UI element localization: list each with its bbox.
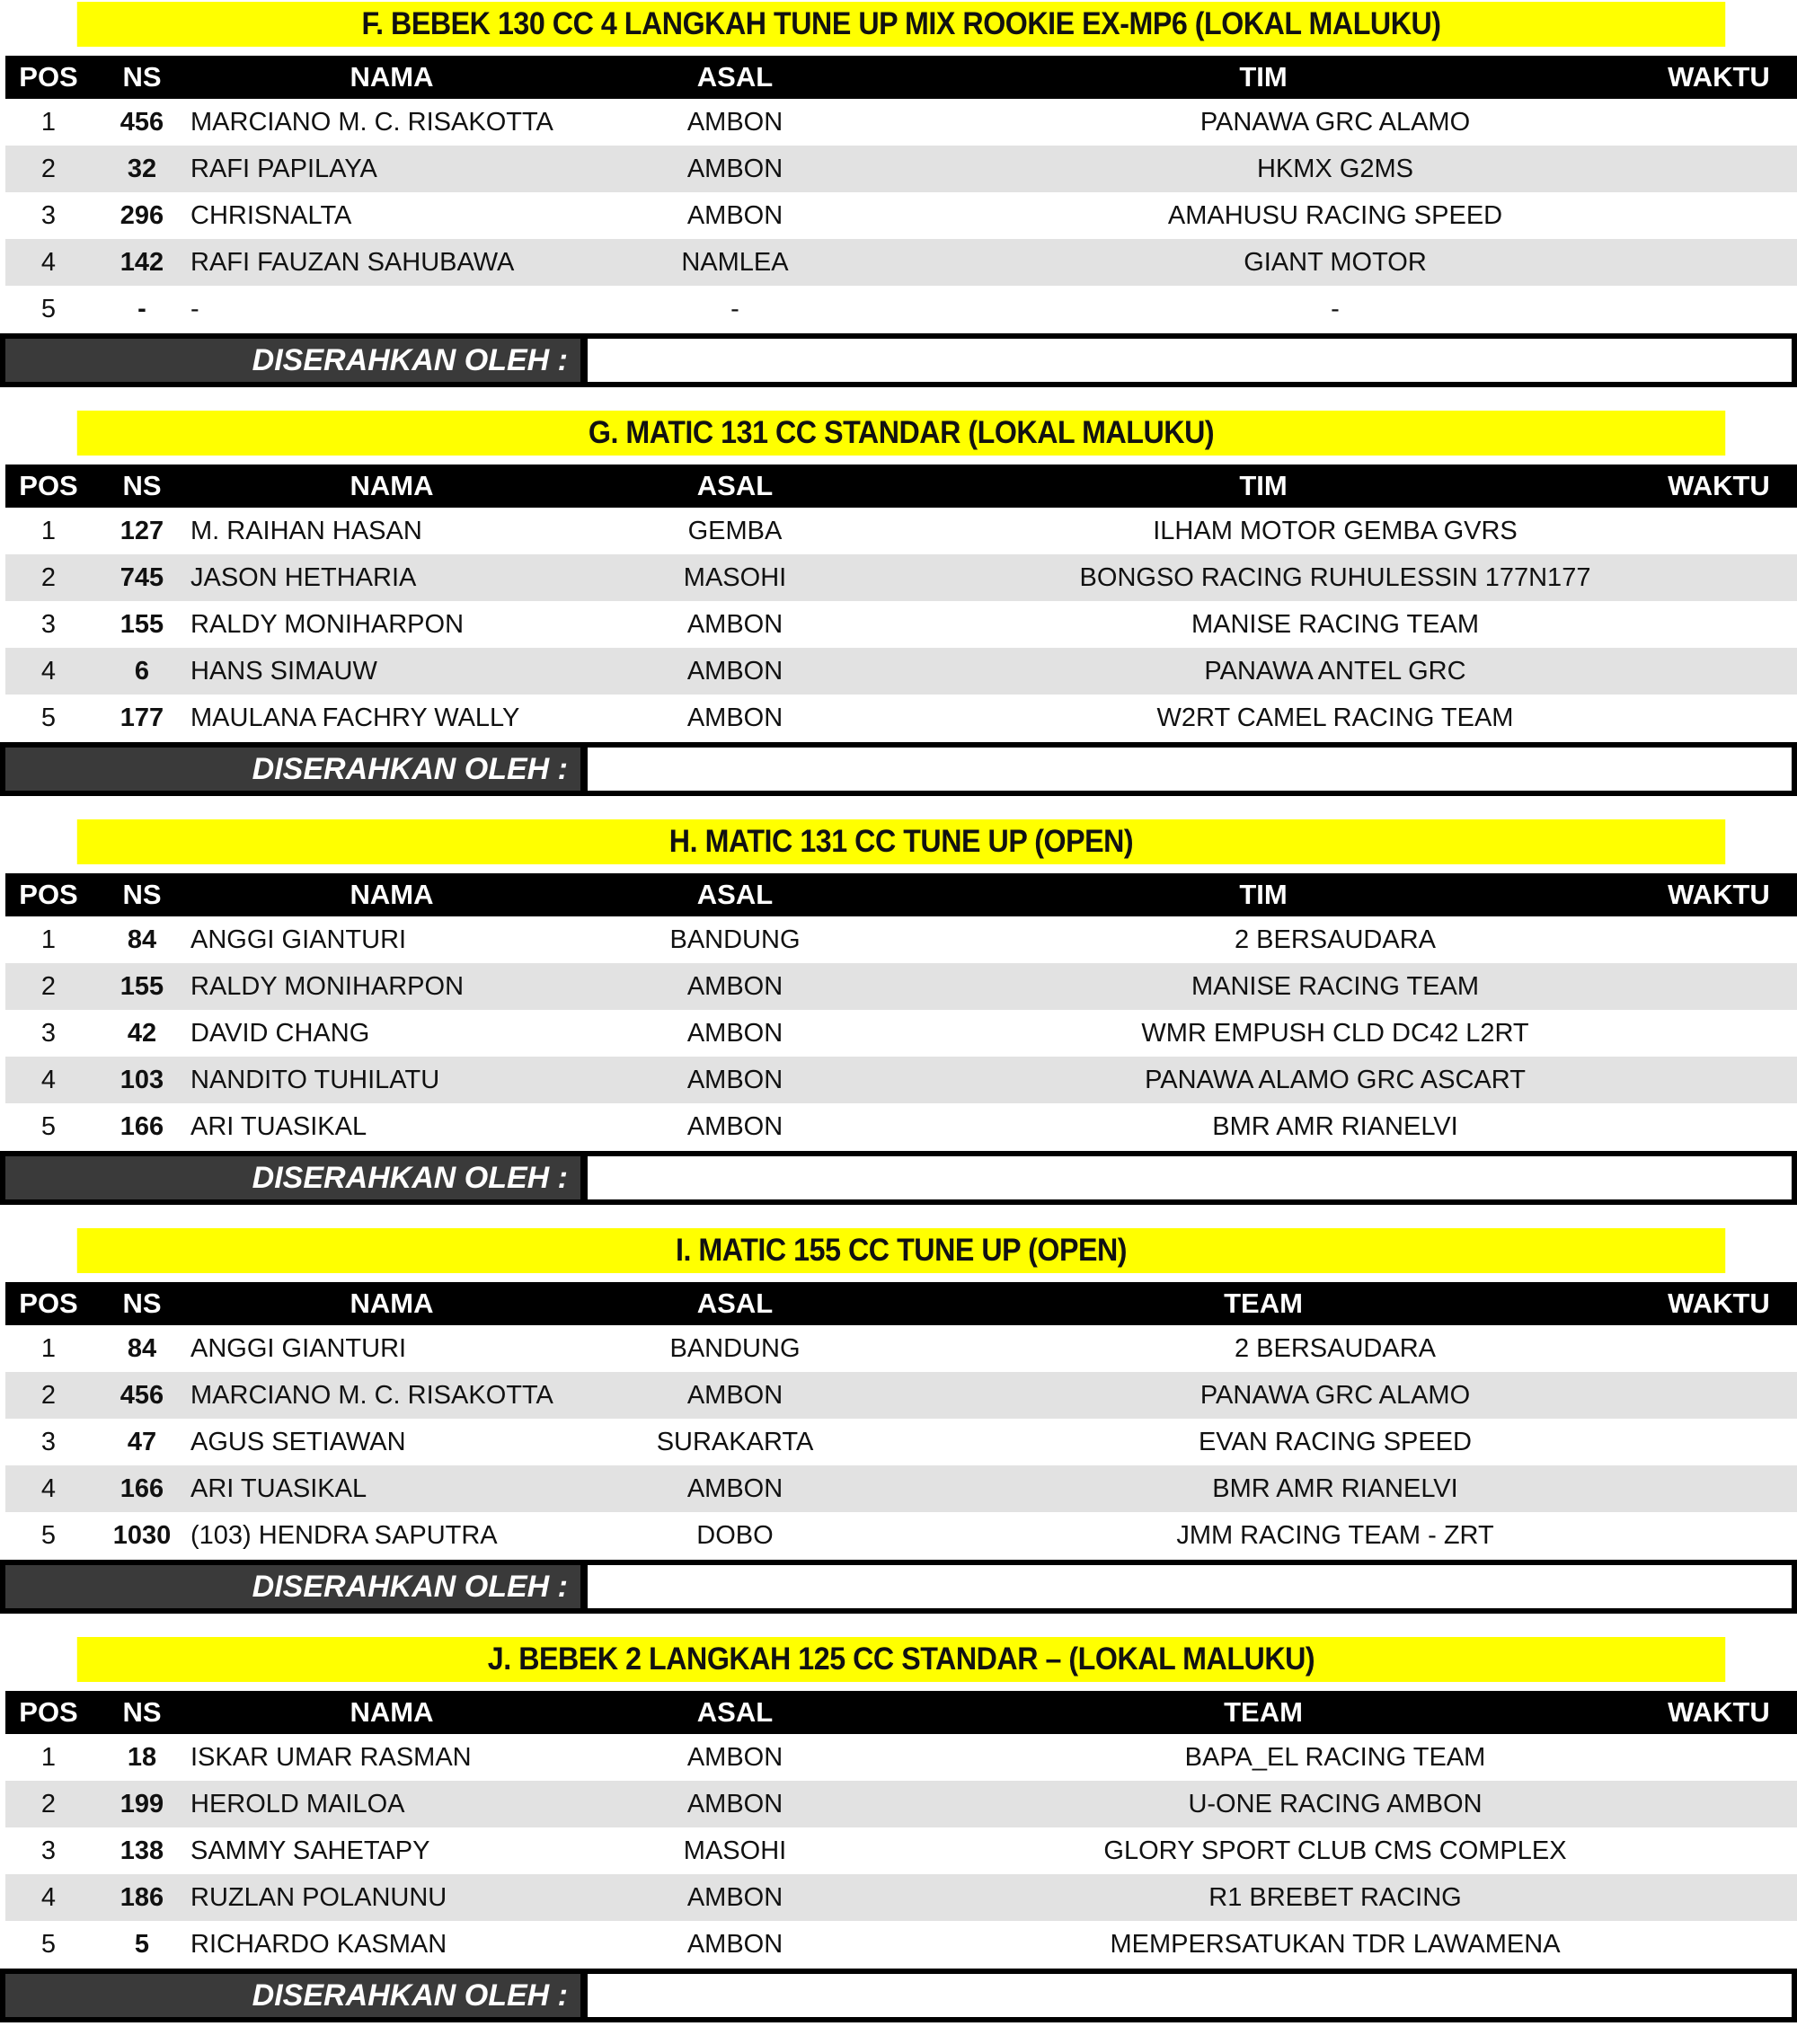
start-number-cell: 199: [120, 1790, 164, 1818]
header-pos: POS: [19, 1696, 78, 1728]
team-cell: AMAHUSU RACING SPEED: [1167, 201, 1503, 230]
start-number-cell: 127: [120, 517, 164, 545]
results-rows: [5, 1734, 1797, 1968]
table-row: [5, 1465, 1797, 1512]
table-row: [5, 1325, 1797, 1372]
table-header: [5, 1282, 1797, 1325]
table-row: [5, 648, 1797, 695]
header-pos: POS: [19, 470, 78, 501]
race-class-section: [0, 409, 1797, 818]
header-nama: NAMA: [350, 61, 434, 93]
table-row: [5, 1921, 1797, 1968]
header-pos: POS: [19, 879, 78, 910]
rider-name-cell: MARCIANO M. C. RISAKOTTA: [190, 108, 553, 137]
header-asal: ASAL: [696, 1696, 774, 1728]
origin-cell: NAMLEA: [681, 248, 789, 277]
position-cell: 4: [40, 1474, 57, 1503]
team-cell: MANISE RACING TEAM: [1191, 972, 1480, 1001]
team-cell: W2RT CAMEL RACING TEAM: [1156, 703, 1514, 732]
header-ns: NS: [122, 879, 162, 910]
team-cell: PANAWA ANTEL GRC: [1204, 657, 1466, 686]
team-cell: ILHAM MOTOR GEMBA GVRS: [1153, 517, 1518, 545]
header-waktu: WAKTU: [1668, 1696, 1770, 1728]
header-tim: TIM: [1239, 879, 1288, 910]
origin-cell: BANDUNG: [669, 925, 801, 954]
rider-name-cell: ISKAR UMAR RASMAN: [190, 1743, 472, 1772]
origin-cell: SURAKARTA: [656, 1428, 814, 1456]
origin-cell: AMBON: [686, 1066, 783, 1094]
start-number-cell: 155: [120, 610, 164, 639]
origin-cell: GEMBA: [687, 517, 783, 545]
table-row: [5, 1781, 1797, 1827]
rider-name-cell: NANDITO TUHILATU: [190, 1066, 440, 1094]
rider-name-cell: RICHARDO KASMAN: [190, 1930, 447, 1959]
header-asal: ASAL: [696, 879, 774, 910]
race-class-section: [0, 1226, 1797, 1635]
submitted-by-field[interactable]: [588, 1974, 1792, 2017]
start-number-cell: 456: [120, 1381, 164, 1410]
team-cell: 2 BERSAUDARA: [1234, 1334, 1436, 1363]
table-row: [5, 916, 1797, 963]
header-tim: TEAM: [1224, 1287, 1303, 1319]
team-cell: 2 BERSAUDARA: [1234, 925, 1436, 954]
position-cell: 2: [40, 155, 57, 183]
rider-name-cell: AGUS SETIAWAN: [190, 1428, 406, 1456]
header-nama: NAMA: [350, 879, 434, 910]
position-cell: 3: [40, 1428, 57, 1456]
start-number-cell: 296: [120, 201, 164, 230]
team-cell: PANAWA ALAMO GRC ASCART: [1145, 1066, 1526, 1094]
header-ns: NS: [122, 470, 162, 501]
table-row: [5, 554, 1797, 601]
origin-cell: AMBON: [686, 201, 783, 230]
table-row: [5, 1010, 1797, 1057]
origin-cell: MASOHI: [683, 563, 787, 592]
origin-cell: AMBON: [686, 1381, 783, 1410]
position-cell: 3: [40, 201, 57, 230]
start-number-cell: 186: [120, 1883, 164, 1912]
origin-cell: DOBO: [696, 1521, 774, 1550]
submitted-by-bar: [0, 333, 1797, 387]
team-cell: PANAWA GRC ALAMO: [1199, 1381, 1471, 1410]
class-title: G. MATIC 131 CC STANDAR (LOKAL MALUKU): [77, 411, 1725, 456]
table-row: [5, 1372, 1797, 1419]
table-row: [5, 963, 1797, 1010]
position-cell: 3: [40, 1019, 57, 1048]
start-number-cell: 155: [120, 972, 164, 1001]
race-class-section: [0, 818, 1797, 1226]
origin-cell: AMBON: [686, 703, 783, 732]
team-cell: U-ONE RACING AMBON: [1188, 1790, 1483, 1818]
submitted-by-label: DISERAHKAN OLEH :: [5, 1156, 580, 1199]
submitted-by-field[interactable]: [588, 339, 1792, 382]
team-cell: BAPA_EL RACING TEAM: [1184, 1743, 1486, 1772]
header-pos: POS: [19, 61, 78, 93]
position-cell: 1: [40, 1743, 57, 1772]
rider-name-cell: DAVID CHANG: [190, 1019, 370, 1048]
rider-name-cell: HEROLD MAILOA: [190, 1790, 405, 1818]
table-row: [5, 192, 1797, 239]
submitted-by-bar: [0, 742, 1797, 796]
start-number-cell: 103: [120, 1066, 164, 1094]
origin-cell: MASOHI: [683, 1836, 787, 1865]
origin-cell: AMBON: [686, 610, 783, 639]
start-number-cell: 166: [120, 1112, 164, 1141]
table-row: [5, 146, 1797, 192]
header-waktu: WAKTU: [1668, 470, 1770, 501]
table-row: [5, 1512, 1797, 1559]
header-tim: TIM: [1239, 470, 1288, 501]
team-cell: MANISE RACING TEAM: [1191, 610, 1480, 639]
submitted-by-label: DISERAHKAN OLEH :: [5, 748, 580, 791]
results-rows: [5, 1325, 1797, 1559]
header-nama: NAMA: [350, 1696, 434, 1728]
results-rows: [5, 508, 1797, 741]
team-cell: BMR AMR RIANELVI: [1212, 1112, 1458, 1141]
team-cell: -: [1331, 295, 1340, 323]
position-cell: 5: [40, 1521, 57, 1550]
class-title: F. BEBEK 130 CC 4 LANGKAH TUNE UP MIX ROOKIE EX-MP6 (LOKAL MALUKU): [77, 2, 1725, 47]
submitted-by-bar: [0, 1560, 1797, 1614]
table-header: [5, 1691, 1797, 1734]
position-cell: 5: [40, 295, 57, 323]
submitted-by-field[interactable]: [588, 1156, 1792, 1199]
rider-name-cell: JASON HETHARIA: [190, 563, 417, 592]
start-number-cell: 32: [127, 155, 157, 183]
rider-name-cell: RALDY MONIHARPON: [190, 972, 465, 1001]
position-cell: 4: [40, 1066, 57, 1094]
submitted-by-bar: [0, 1969, 1797, 2022]
table-row: [5, 1419, 1797, 1465]
rider-name-cell: RAFI FAUZAN SAHUBAWA: [190, 248, 515, 277]
start-number-cell: 1030: [112, 1521, 172, 1550]
table-row: [5, 601, 1797, 648]
rider-name-cell: M. RAIHAN HASAN: [190, 517, 422, 545]
origin-cell: AMBON: [686, 1474, 783, 1503]
team-cell: BMR AMR RIANELVI: [1212, 1474, 1458, 1503]
header-ns: NS: [122, 61, 162, 93]
submitted-by-label: DISERAHKAN OLEH :: [5, 1974, 580, 2017]
position-cell: 4: [40, 657, 57, 686]
submitted-by-label: DISERAHKAN OLEH :: [5, 339, 580, 382]
header-nama: NAMA: [350, 1287, 434, 1319]
table-header: [5, 465, 1797, 508]
table-row: [5, 1874, 1797, 1921]
position-cell: 5: [40, 1930, 57, 1959]
start-number-cell: 142: [120, 248, 164, 277]
origin-cell: AMBON: [686, 1743, 783, 1772]
start-number-cell: 138: [120, 1836, 164, 1865]
team-cell: GIANT MOTOR: [1244, 248, 1427, 277]
table-row: [5, 1057, 1797, 1103]
team-cell: JMM RACING TEAM - ZRT: [1176, 1521, 1494, 1550]
race-class-section: [0, 1635, 1797, 2044]
rider-name-cell: MARCIANO M. C. RISAKOTTA: [190, 1381, 553, 1410]
header-ns: NS: [122, 1696, 162, 1728]
position-cell: 2: [40, 563, 57, 592]
rider-name-cell: MAULANA FACHRY WALLY: [190, 703, 520, 732]
start-number-cell: 84: [127, 1334, 157, 1363]
header-asal: ASAL: [696, 1287, 774, 1319]
rider-name-cell: RAFI PAPILAYA: [190, 155, 377, 183]
position-cell: 4: [40, 1883, 57, 1912]
header-ns: NS: [122, 1287, 162, 1319]
start-number-cell: 47: [127, 1428, 157, 1456]
header-asal: ASAL: [696, 470, 774, 501]
rider-name-cell: ARI TUASIKAL: [190, 1474, 367, 1503]
position-cell: 3: [40, 610, 57, 639]
header-waktu: WAKTU: [1668, 61, 1770, 93]
start-number-cell: 166: [120, 1474, 164, 1503]
origin-cell: AMBON: [686, 1112, 783, 1141]
origin-cell: AMBON: [686, 657, 783, 686]
team-cell: EVAN RACING SPEED: [1198, 1428, 1473, 1456]
start-number-cell: -: [137, 295, 146, 323]
submitted-by-bar: [0, 1151, 1797, 1205]
start-number-cell: 84: [127, 925, 157, 954]
header-waktu: WAKTU: [1668, 1287, 1770, 1319]
start-number-cell: 456: [120, 108, 164, 137]
submitted-by-field[interactable]: [588, 1565, 1792, 1608]
rider-name-cell: (103) HENDRA SAPUTRA: [190, 1521, 498, 1550]
position-cell: 1: [40, 1334, 57, 1363]
table-row: [5, 695, 1797, 741]
table-row: [5, 286, 1797, 332]
origin-cell: AMBON: [686, 1790, 783, 1818]
start-number-cell: 18: [127, 1743, 157, 1772]
rider-name-cell: SAMMY SAHETAPY: [190, 1836, 430, 1865]
origin-cell: AMBON: [686, 1930, 783, 1959]
origin-cell: AMBON: [686, 1883, 783, 1912]
start-number-cell: 745: [120, 563, 164, 592]
team-cell: GLORY SPORT CLUB CMS COMPLEX: [1103, 1836, 1567, 1865]
table-row: [5, 1734, 1797, 1781]
origin-cell: -: [730, 295, 739, 323]
team-cell: MEMPERSATUKAN TDR LAWAMENA: [1110, 1930, 1561, 1959]
table-row: [5, 1103, 1797, 1150]
submitted-by-label: DISERAHKAN OLEH :: [5, 1565, 580, 1608]
class-title: I. MATIC 155 CC TUNE UP (OPEN): [77, 1228, 1725, 1273]
class-title: H. MATIC 131 CC TUNE UP (OPEN): [77, 819, 1725, 864]
table-row: [5, 1827, 1797, 1874]
team-cell: HKMX G2MS: [1256, 155, 1414, 183]
class-title: J. BEBEK 2 LANGKAH 125 CC STANDAR – (LOKAL MALUKU): [77, 1637, 1725, 1682]
header-tim: TIM: [1239, 61, 1288, 93]
results-rows: [5, 99, 1797, 332]
table-header: [5, 56, 1797, 99]
table-row: [5, 99, 1797, 146]
rider-name-cell: ANGGI GIANTURI: [190, 1334, 407, 1363]
rider-name-cell: ANGGI GIANTURI: [190, 925, 407, 954]
position-cell: 5: [40, 703, 57, 732]
rider-name-cell: HANS SIMAUW: [190, 657, 377, 686]
start-number-cell: 177: [120, 703, 164, 732]
position-cell: 1: [40, 925, 57, 954]
race-class-section: [0, 0, 1797, 409]
origin-cell: AMBON: [686, 972, 783, 1001]
origin-cell: AMBON: [686, 108, 783, 137]
header-pos: POS: [19, 1287, 78, 1319]
results-rows: [5, 916, 1797, 1150]
position-cell: 1: [40, 108, 57, 137]
team-cell: PANAWA GRC ALAMO: [1199, 108, 1471, 137]
team-cell: R1 BREBET RACING: [1208, 1883, 1462, 1912]
table-header: [5, 873, 1797, 916]
rider-name-cell: RUZLAN POLANUNU: [190, 1883, 447, 1912]
rider-name-cell: RALDY MONIHARPON: [190, 610, 465, 639]
position-cell: 4: [40, 248, 57, 277]
position-cell: 5: [40, 1112, 57, 1141]
team-cell: WMR EMPUSH CLD DC42 L2RT: [1141, 1019, 1529, 1048]
header-asal: ASAL: [696, 61, 774, 93]
position-cell: 3: [40, 1836, 57, 1865]
position-cell: 1: [40, 517, 57, 545]
table-row: [5, 239, 1797, 286]
rider-name-cell: ARI TUASIKAL: [190, 1112, 367, 1141]
header-tim: TEAM: [1224, 1696, 1303, 1728]
origin-cell: AMBON: [686, 1019, 783, 1048]
origin-cell: BANDUNG: [669, 1334, 801, 1363]
position-cell: 2: [40, 972, 57, 1001]
origin-cell: AMBON: [686, 155, 783, 183]
start-number-cell: 5: [134, 1930, 150, 1959]
table-row: [5, 508, 1797, 554]
position-cell: 2: [40, 1381, 57, 1410]
rider-name-cell: CHRISNALTA: [190, 201, 352, 230]
position-cell: 2: [40, 1790, 57, 1818]
header-waktu: WAKTU: [1668, 879, 1770, 910]
submitted-by-field[interactable]: [588, 748, 1792, 791]
team-cell: BONGSO RACING RUHULESSIN 177N177: [1079, 563, 1591, 592]
rider-name-cell: -: [190, 295, 199, 323]
start-number-cell: 6: [134, 657, 150, 686]
header-nama: NAMA: [350, 470, 434, 501]
start-number-cell: 42: [127, 1019, 157, 1048]
